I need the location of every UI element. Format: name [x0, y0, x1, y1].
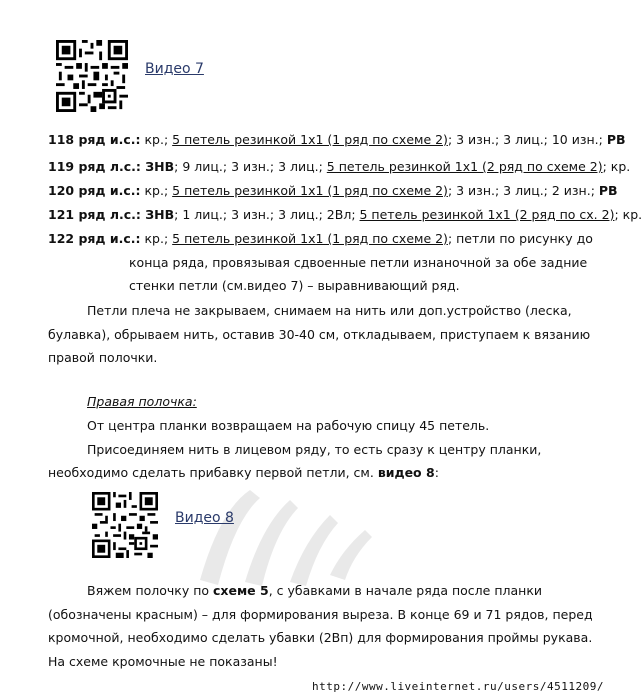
row-underlined: 5 петель резинкой 1х1 (2 ряд по схеме 2): [326, 159, 603, 174]
row-118: [48, 132, 626, 148]
shoulder-paragraph-line-2: булавка), обрываем нить, оставив 30-40 см, откладываем, приступаем к вязанию: [48, 327, 591, 342]
row-text: ; кр.: [602, 159, 631, 174]
row-text: кр.;: [140, 132, 173, 147]
right-front-heading: Правая полочка:: [87, 394, 197, 409]
row-text: ; 9 лиц.; 3 изн.; 3 лиц.;: [174, 159, 327, 174]
row-text: ; петли по рисунку до: [447, 231, 593, 246]
qr-code-video-7[interactable]: [56, 40, 128, 112]
row-text: ; 1 лиц.; 3 изн.; 3 лиц.; 2Вл;: [174, 207, 360, 222]
row-122-continuation-1: конца ряда, провязывая сдвоенные петли изнаночной за обе задние: [129, 255, 588, 270]
row-underlined: 5 петель резинкой 1х1 (1 ряд по схеме 2): [172, 183, 448, 198]
paragraph-text: , с убавками в начале ряда после планки: [268, 583, 542, 598]
shoulder-paragraph-line-1: Петли плеча не закрываем, снимаем на нить или доп.устройство (леска,: [87, 303, 572, 318]
qr-code-icon: [92, 492, 158, 558]
paragraph-text: необходимо сделать прибавку первой петли, см.: [48, 465, 378, 480]
row-118-number: 118 ряд и.с.:: [48, 132, 141, 147]
row-text: кр.;: [140, 231, 173, 246]
row-bold: ЗНВ: [140, 207, 175, 222]
row-text: кр.;: [140, 183, 173, 198]
row-119-number: 119 ряд л.с.:: [48, 159, 141, 174]
qr-code-icon: [56, 40, 128, 112]
video-7-link[interactable]: Видео 7: [145, 61, 204, 77]
right-front-paragraph-2-line-1: Присоединяем нить в лицевом ряду, то есть сразу к центру планки,: [87, 442, 542, 457]
row-text: ; 3 изн.; 3 лиц.; 2 изн.;: [447, 183, 599, 198]
paragraph-text: :: [434, 465, 439, 480]
final-paragraph-line-3: кромочной, необходимо сделать убавки (2Вп) для формирования проймы рукава.: [48, 630, 593, 645]
row-120: [48, 183, 618, 199]
row-underlined: 5 петель резинкой 1х1 (1 ряд по схеме 2): [172, 132, 448, 147]
row-underlined: 5 петель резинкой 1х1 (1 ряд по схеме 2): [172, 231, 448, 246]
row-120-number: 120 ряд и.с.:: [48, 183, 141, 198]
row-121: [48, 207, 642, 223]
row-tail: РВ: [606, 132, 626, 147]
footer-source-url[interactable]: http://www.liveinternet.ru/users/4511209/: [311, 680, 604, 693]
row-122-number: 122 ряд и.с.:: [48, 231, 141, 246]
right-front-paragraph-1: От центра планки возвращаем на рабочую спицу 45 петель.: [87, 418, 490, 433]
row-text: ; кр.: [614, 207, 642, 222]
video-8-link[interactable]: Видео 8: [175, 510, 234, 526]
row-122: [48, 231, 593, 247]
row-122-continuation-2: стенки петли (см.видео 7) – выравнивающий ряд.: [129, 278, 460, 293]
final-paragraph-line-4: На схеме кромочные не показаны!: [48, 654, 278, 669]
final-paragraph-line-1: [87, 583, 542, 599]
scheme-5-reference: схеме 5: [213, 583, 269, 598]
final-paragraph-line-2: (обозначены красным) – для формирования выреза. В конце 69 и 71 рядов, перед: [48, 607, 593, 622]
video-8-reference: видео 8: [377, 465, 435, 480]
watermark-graphic: [190, 470, 390, 590]
shoulder-paragraph-line-3: правой полочки.: [48, 350, 158, 365]
row-121-number: 121 ряд л.с.:: [48, 207, 141, 222]
row-119: [48, 159, 630, 175]
row-underlined: 5 петель резинкой 1х1 (2 ряд по сх. 2): [359, 207, 615, 222]
qr-code-video-8[interactable]: [92, 492, 158, 558]
paragraph-text: Вяжем полочку по: [87, 583, 214, 598]
row-text: ; 3 изн.; 3 лиц.; 10 изн.;: [447, 132, 607, 147]
row-tail: РВ: [598, 183, 618, 198]
row-bold: ЗНВ: [140, 159, 175, 174]
